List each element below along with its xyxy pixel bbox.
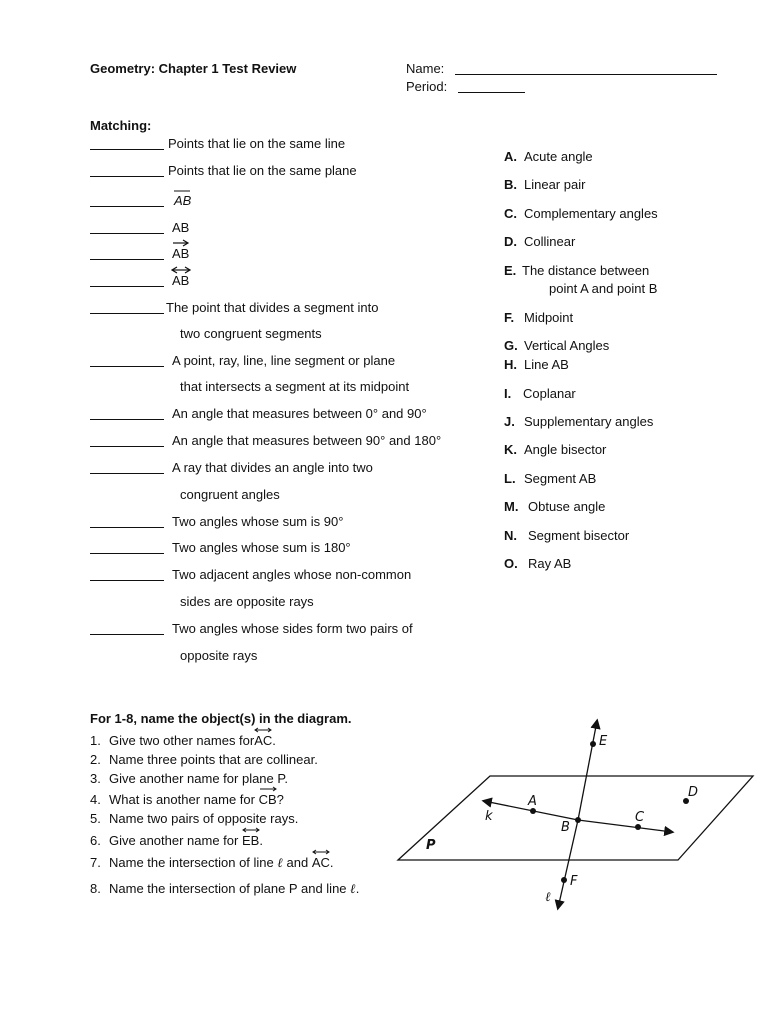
point-b <box>575 817 581 823</box>
matching-text: Two angles whose sides form two pairs of <box>172 621 413 636</box>
matching-text: A point, ray, line, line segment or plane <box>172 353 396 368</box>
label-c: C <box>635 810 645 825</box>
answer-choice: L. Segment AB <box>504 471 597 486</box>
matching-text: AB <box>172 246 190 261</box>
segment-ac-symbol: AC <box>254 733 272 748</box>
matching-text: Two angles whose sum is 90° <box>172 514 344 529</box>
answer-blank[interactable] <box>90 435 164 447</box>
answer-choice: N. Segment bisector <box>504 528 630 543</box>
period-label: Period: <box>406 79 448 94</box>
question-item: 3. Give another name for plane P. <box>90 771 288 786</box>
label-e: E <box>599 734 608 749</box>
answer-choice: F. Midpoint <box>504 310 574 325</box>
question-item: 1. Give two other names for AC. <box>90 733 276 748</box>
answer-blank[interactable] <box>90 462 164 474</box>
label-b: B <box>561 820 570 835</box>
line-l <box>578 721 597 820</box>
answer-choice: O. Ray AB <box>504 556 572 571</box>
label-a: A <box>528 794 537 809</box>
answer-choice-continued: point A and point B <box>549 281 658 296</box>
answer-choice: A. Acute angle <box>504 149 593 164</box>
ray-arrow-icon <box>172 239 190 247</box>
line-arrow-icon <box>312 849 330 855</box>
matching-text: Points that lie on the same plane <box>168 163 357 178</box>
matching-text-continued: sides are opposite rays <box>180 594 314 609</box>
answer-blank[interactable] <box>90 165 164 177</box>
matching-text: The point that divides a segment into <box>166 300 379 315</box>
label-l: ℓ <box>545 890 551 905</box>
answer-choice: B. Linear pair <box>504 177 586 192</box>
answer-blank[interactable] <box>90 408 164 420</box>
answer-choice: J. Supplementary angles <box>504 414 654 429</box>
period-field[interactable] <box>458 81 525 93</box>
ray-arrow-icon <box>259 786 277 792</box>
plane-p <box>398 776 753 860</box>
answer-blank[interactable] <box>90 248 164 260</box>
matching-heading: Matching: <box>90 118 152 133</box>
matching-text: Points that lie on the same line <box>168 136 346 151</box>
matching-text: An angle that measures between 90° and 180° <box>172 433 442 448</box>
answer-blank[interactable] <box>90 222 164 234</box>
segment-ab-symbol <box>174 193 191 208</box>
question-item: 4. What is another name for CB? <box>90 792 284 807</box>
name-field[interactable] <box>455 63 717 75</box>
answer-blank[interactable] <box>90 542 164 554</box>
matching-text: AB <box>172 273 190 288</box>
answer-blank[interactable] <box>90 302 164 314</box>
line-arrow-icon <box>171 266 191 274</box>
point-e <box>590 741 596 747</box>
name-label: Name: <box>406 61 445 76</box>
question-item: 6. Give another name for EB. <box>90 833 263 848</box>
matching-text: AB <box>172 220 190 235</box>
line-ac-symbol: AC <box>312 855 330 870</box>
matching-text-continued: opposite rays <box>180 648 258 663</box>
question-item: 2. Name three points that are collinear. <box>90 752 318 767</box>
matching-text-continued: congruent angles <box>180 487 280 502</box>
answer-blank[interactable] <box>90 569 164 581</box>
label-p: P <box>426 838 436 853</box>
answer-blank[interactable] <box>90 355 164 367</box>
matching-text-continued: that intersects a segment at its midpoint <box>180 379 410 394</box>
label-f: F <box>570 874 578 889</box>
geometry-diagram <box>390 715 760 915</box>
answer-blank[interactable] <box>90 195 164 207</box>
line-eb-symbol: EB <box>242 833 259 848</box>
answer-choice: E. The distance between <box>504 263 650 278</box>
line-ab-symbol <box>172 273 189 288</box>
answer-blank[interactable] <box>90 275 164 287</box>
question-item: 8. Name the intersection of plane P and line ℓ. <box>90 881 360 897</box>
line-arrow-icon <box>254 727 272 733</box>
matching-text-continued: two congruent segments <box>180 326 322 341</box>
question-item: 5. Name two pairs of opposite rays. <box>90 811 299 826</box>
page-title: Geometry: Chapter 1 Test Review <box>90 61 297 76</box>
ray-cb-symbol: CB <box>259 792 277 807</box>
matching-text: Two angles whose sum is 180° <box>172 540 351 555</box>
answer-blank[interactable] <box>90 516 164 528</box>
answer-blank[interactable] <box>90 623 164 635</box>
questions-heading: For 1-8, name the object(s) in the diagram. <box>90 711 352 726</box>
line-arrow-icon <box>242 827 260 833</box>
question-item: 7. Name the intersection of line ℓ and AC. <box>90 855 334 871</box>
answer-choice: I. Coplanar <box>504 386 576 401</box>
point-f <box>561 877 567 883</box>
label-d: D <box>688 785 699 800</box>
line-k <box>578 820 672 832</box>
matching-text: AB <box>174 193 192 208</box>
ray-ab-symbol <box>172 246 189 261</box>
answer-choice: M. Obtuse angle <box>504 499 606 514</box>
label-k: k <box>485 809 493 824</box>
answer-blank[interactable] <box>90 138 164 150</box>
answer-choice: D. Collinear <box>504 234 576 249</box>
answer-choice: K. Angle bisector <box>504 442 607 457</box>
segment-bar-icon <box>174 190 190 193</box>
answer-choice: G. Vertical Angles <box>504 338 610 353</box>
matching-text: Two adjacent angles whose non-common <box>172 567 412 582</box>
answer-choice: H. Line AB <box>504 357 569 372</box>
matching-text: An angle that measures between 0° and 90° <box>172 406 427 421</box>
answer-choice: C. Complementary angles <box>504 206 658 221</box>
matching-text: A ray that divides an angle into two <box>172 460 373 475</box>
